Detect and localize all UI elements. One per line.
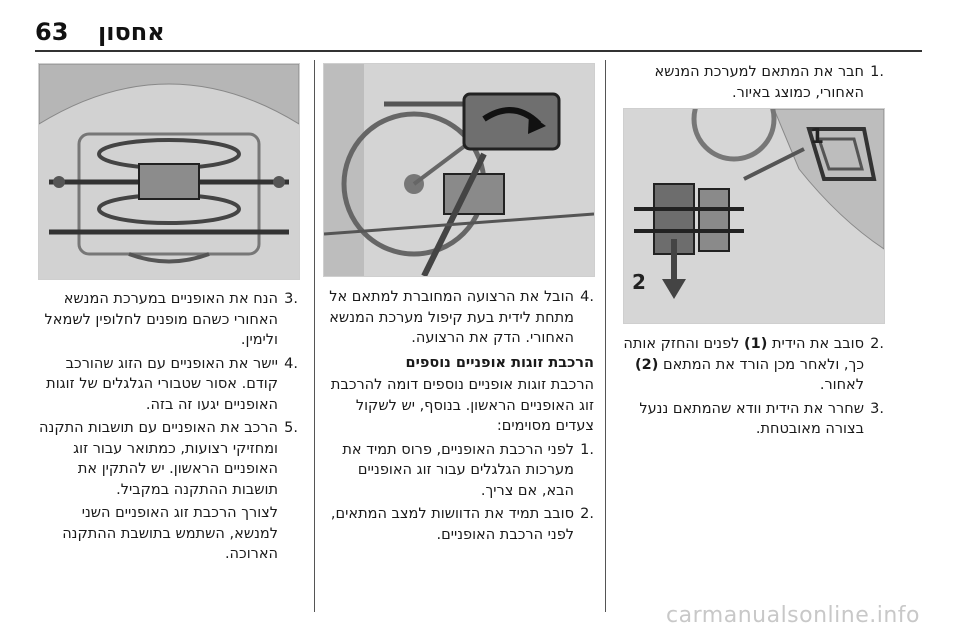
long-bracket-note: לצורך הרכבת זוג האופניים השני למנשא, השתמש בתושבת ההתקנה הארוכה.: [62, 505, 278, 562]
section-heading: הרכבת זוגות אופניים נוספים: [405, 354, 594, 371]
step-align-bikes: .4 יישר את האופניים עם הזוג שהורכב קודם. אסור שטבורי הגלגלים של זוגות האופניים יגעו זה בזה.: [46, 355, 298, 413]
adapter-illustration: [623, 108, 885, 324]
callout-2: 2: [632, 270, 646, 294]
step-place-bikes: .3 הנח את האופניים במערכת המנשא האחורי כשהם מופנים לחלופין לשמאל ולימין.: [44, 291, 298, 348]
page-number: 63: [35, 18, 69, 46]
step-route-strap: .4 הובל את הרצועה המחוברת למתאם אל מתחת לידית בעת קיפול מערכת המנשא האחורי. הדק את הרצועה.: [329, 289, 594, 346]
right-column-lower: [614, 334, 884, 443]
step-unfold-wheel-rails: .1 לפני הרכבת האופניים, פרוס תמיד את מערכות הגלגלים עבור זוג האופניים הבא, אם צריך.: [342, 441, 594, 499]
watermark: carmanualsonline.info: [666, 603, 920, 628]
bikes-top-view-illustration: [38, 63, 300, 280]
column-divider-right: [605, 60, 606, 612]
step-attach-adapter: .1 חבר את המתאם למערכת המנשא האחורי, כמוצג באיור.: [654, 64, 884, 101]
section-intro: הרכבת זוגות אופניים נוספים דומה להרכבת זוג האופניים הראשון. בנוסף, יש לשקול צעדים מסוימים:: [330, 377, 594, 434]
strap-illustration: [323, 63, 595, 277]
callout-1: 1: [810, 124, 824, 148]
left-column: [38, 289, 298, 568]
page-header: [0, 0, 960, 52]
step-mount-brackets: .5 הרכב את האופניים עם תושבות התקנה ומחזיקי רצועות, כמתואר עבור זוג האופניים הראשון. יש להתקין את תושבות ההתקנה במקביל.: [39, 420, 298, 498]
column-divider-left: [314, 60, 315, 612]
step-rotate-handle: .2 סובב את הידית (1) לפנים והחזק אותה כך, ולאחר מכן הורד את המתאם (2) לאחור.: [623, 336, 884, 393]
step-release-handle: .3 שחרר את הידית וודא שהמתאם ננעל בצורה מאובטחת.: [639, 400, 884, 437]
header-rule: [35, 50, 922, 52]
right-column: [614, 62, 884, 106]
chapter-title: אחסון: [98, 18, 165, 46]
step-rotate-pedals: .2 סובב תמיד את הדוושות למצב המתאים, לפני הרכבת האופניים.: [330, 506, 594, 543]
middle-column: [322, 287, 594, 548]
